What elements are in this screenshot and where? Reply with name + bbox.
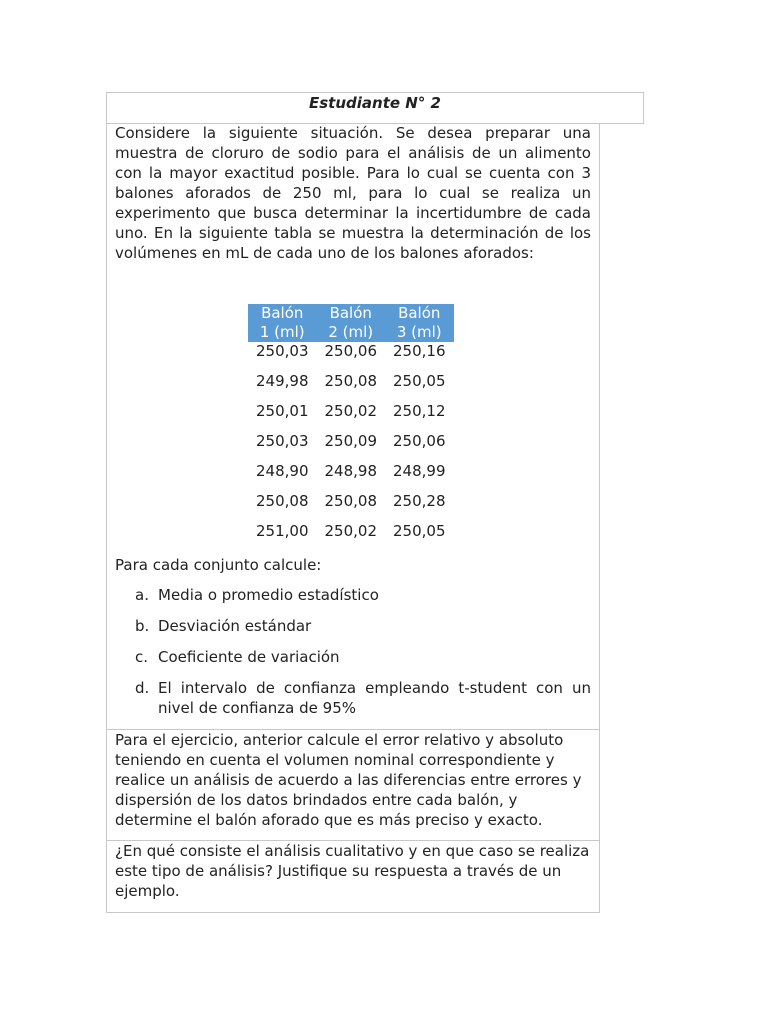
list-marker: d. xyxy=(135,679,150,697)
list-marker: b. xyxy=(135,617,150,635)
table-cell: 250,06 xyxy=(393,432,446,450)
table-cell: 250,02 xyxy=(324,402,377,420)
column-header: Balón 1 (ml) xyxy=(248,304,317,342)
table-header-row xyxy=(248,304,454,342)
list-item xyxy=(115,616,591,636)
list-item-text: El intervalo de confianza empleando t-student con un nivel de confianza de 95% xyxy=(158,679,591,717)
table-cell: 250,08 xyxy=(256,492,309,510)
table-cell: 250,28 xyxy=(393,492,446,510)
list-item xyxy=(115,647,591,667)
table-cell: 248,98 xyxy=(324,462,377,480)
table-cell: 250,05 xyxy=(393,372,446,390)
table-row xyxy=(248,402,454,432)
intro-paragraph: Considere la siguiente situación. Se desea preparar una muestra de cloruro de sodio para el análisis de un alimento con la mayor exactitud posible. Para lo cual se cuenta con 3 balones aforados de 250 ml, para lo cual se realiza un experimento que busca determinar la incertidumbre de cada uno. En la siguiente tabla se muestra la determinación de los volúmenes en mL de cada uno de los balones aforados: xyxy=(115,124,591,262)
table-cell: 250,01 xyxy=(256,402,309,420)
volumes-table xyxy=(248,304,454,552)
column-header: Balón 3 (ml) xyxy=(385,304,454,342)
table-cell: 250,03 xyxy=(256,432,309,450)
table-row xyxy=(248,492,454,522)
table-cell: 249,98 xyxy=(256,372,309,390)
list-item xyxy=(115,678,591,718)
list-marker: c. xyxy=(135,648,149,666)
title-cell xyxy=(106,92,644,124)
task-list xyxy=(115,585,591,729)
document-title: Estudiante N° 2 xyxy=(309,94,441,112)
question-2-cell xyxy=(106,729,600,841)
table-cell: 250,05 xyxy=(393,522,446,540)
calc-instruction: Para cada conjunto calcule: xyxy=(115,556,322,574)
table-cell: 250,16 xyxy=(393,342,446,360)
list-item-text: Coeficiente de variación xyxy=(158,648,340,666)
list-marker: a. xyxy=(135,586,149,604)
question-3-text: ¿En qué consiste el análisis cualitativo y en que caso se realiza este tipo de análisis? Justifique su respuesta a través de un ejemplo. xyxy=(115,842,590,900)
table-cell: 250,03 xyxy=(256,342,309,360)
list-item-text: Desviación estándar xyxy=(158,617,312,635)
table-cell: 248,99 xyxy=(393,462,446,480)
table-cell: 250,02 xyxy=(324,522,377,540)
problem-cell xyxy=(106,123,600,730)
table-cell: 250,06 xyxy=(324,342,377,360)
list-item xyxy=(115,585,591,605)
table-cell: 250,08 xyxy=(324,372,377,390)
table-row xyxy=(248,462,454,492)
question-2-text: Para el ejercicio, anterior calcule el error relativo y absoluto teniendo en cuenta el volumen nominal correspondiente y realice un análisis de acuerdo a las diferencias entre errores y dispersión de los datos brindados entre cada balón, y determine el balón aforado que es más preciso y exacto. xyxy=(115,731,582,829)
question-3-cell xyxy=(106,840,600,913)
table-row xyxy=(248,432,454,462)
list-item-text: Media o promedio estadístico xyxy=(158,586,379,604)
table-cell: 251,00 xyxy=(256,522,309,540)
table-cell: 250,09 xyxy=(324,432,377,450)
table-cell: 248,90 xyxy=(256,462,309,480)
column-header: Balón 2 (ml) xyxy=(317,304,386,342)
table-row xyxy=(248,372,454,402)
table-row xyxy=(248,342,454,372)
table-row xyxy=(248,522,454,552)
table-cell: 250,08 xyxy=(324,492,377,510)
table-cell: 250,12 xyxy=(393,402,446,420)
